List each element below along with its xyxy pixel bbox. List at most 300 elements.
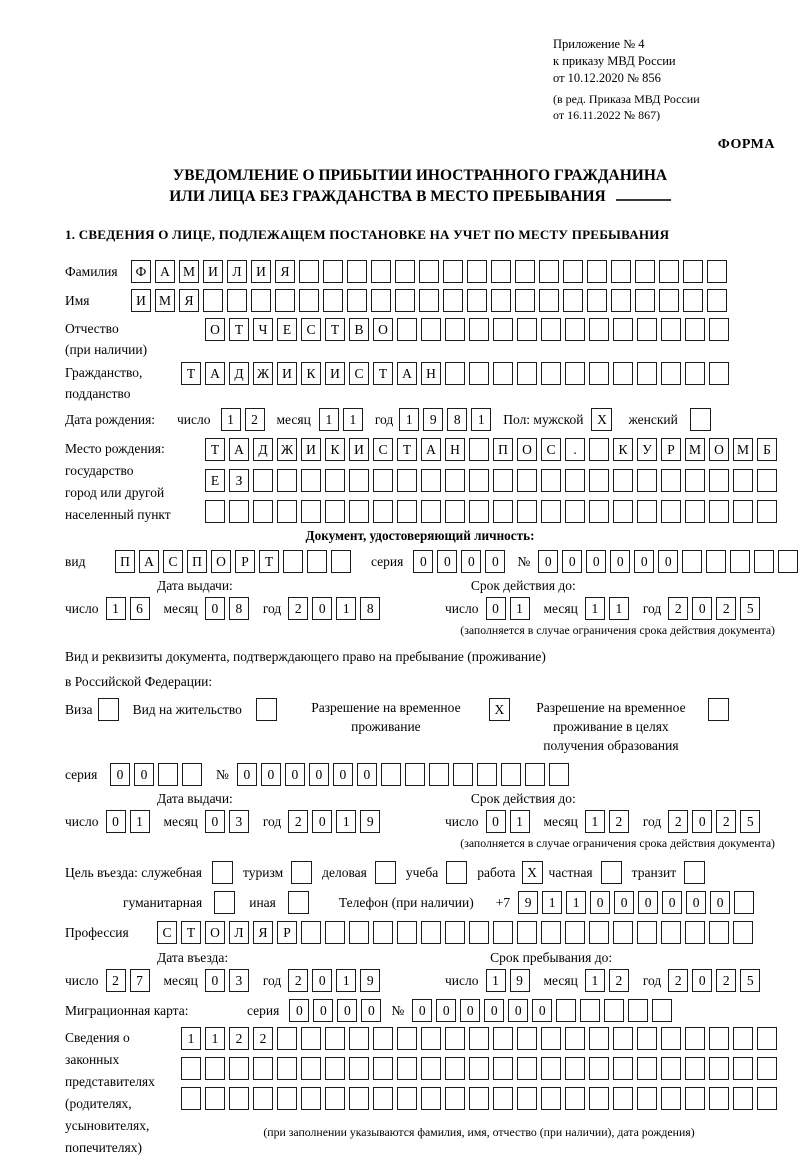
form-cell[interactable] xyxy=(299,260,319,283)
form-cell[interactable] xyxy=(517,1057,537,1080)
form-cell[interactable]: Н xyxy=(421,362,441,385)
form-cell[interactable]: 0 xyxy=(538,550,558,573)
form-cell[interactable] xyxy=(589,469,609,492)
form-cell[interactable]: 2 xyxy=(609,969,629,992)
form-cell[interactable]: 0 xyxy=(312,810,332,833)
permit-issue-day[interactable] xyxy=(106,810,150,833)
form-cell[interactable] xyxy=(469,469,489,492)
form-cell[interactable] xyxy=(709,318,729,341)
form-cell[interactable] xyxy=(301,921,321,944)
form-cell[interactable] xyxy=(589,362,609,385)
form-cell[interactable]: 3 xyxy=(229,969,249,992)
permit-issue-month[interactable] xyxy=(205,810,249,833)
migration-number-field[interactable] xyxy=(412,999,672,1022)
form-cell[interactable] xyxy=(277,469,297,492)
form-cell[interactable] xyxy=(541,318,561,341)
form-cell[interactable]: 0 xyxy=(485,550,505,573)
form-cell[interactable] xyxy=(661,469,681,492)
form-cell[interactable] xyxy=(706,550,726,573)
form-cell[interactable]: Р xyxy=(277,921,297,944)
form-cell[interactable]: 3 xyxy=(229,810,249,833)
form-cell[interactable] xyxy=(637,362,657,385)
form-cell[interactable] xyxy=(421,1057,441,1080)
form-cell[interactable] xyxy=(556,999,576,1022)
form-cell[interactable] xyxy=(565,469,585,492)
form-cell[interactable] xyxy=(685,1027,705,1050)
permit-issue-year[interactable] xyxy=(288,810,380,833)
form-cell[interactable] xyxy=(397,318,417,341)
form-cell[interactable] xyxy=(347,260,367,283)
form-cell[interactable]: 1 xyxy=(510,810,530,833)
form-cell[interactable] xyxy=(709,921,729,944)
form-cell[interactable] xyxy=(299,289,319,312)
form-cell[interactable]: А xyxy=(397,362,417,385)
form-cell[interactable]: Т xyxy=(229,318,249,341)
form-cell[interactable]: 2 xyxy=(668,597,688,620)
form-cell[interactable]: Ж xyxy=(253,362,273,385)
form-cell[interactable] xyxy=(325,469,345,492)
form-cell[interactable] xyxy=(205,1057,225,1080)
form-cell[interactable]: Я xyxy=(253,921,273,944)
form-cell[interactable] xyxy=(419,260,439,283)
form-cell[interactable] xyxy=(251,289,271,312)
form-cell[interactable]: К xyxy=(301,362,321,385)
form-cell[interactable] xyxy=(493,921,513,944)
form-cell[interactable]: 0 xyxy=(309,763,329,786)
form-cell[interactable]: 0 xyxy=(261,763,281,786)
form-cell[interactable] xyxy=(541,469,561,492)
form-cell[interactable]: 0 xyxy=(437,550,457,573)
form-cell[interactable]: 0 xyxy=(412,999,432,1022)
permit-number-field[interactable] xyxy=(237,763,569,786)
form-cell[interactable] xyxy=(421,1027,441,1050)
form-cell[interactable]: 5 xyxy=(740,597,760,620)
form-cell[interactable] xyxy=(517,1087,537,1110)
form-cell[interactable] xyxy=(589,438,609,461)
form-cell[interactable] xyxy=(349,500,369,523)
form-cell[interactable] xyxy=(301,469,321,492)
form-cell[interactable]: 2 xyxy=(288,969,308,992)
form-cell[interactable] xyxy=(158,763,178,786)
form-cell[interactable]: К xyxy=(325,438,345,461)
form-cell[interactable] xyxy=(469,362,489,385)
form-cell[interactable] xyxy=(469,1027,489,1050)
form-cell[interactable]: 8 xyxy=(360,597,380,620)
form-cell[interactable] xyxy=(613,1057,633,1080)
form-cell[interactable]: Т xyxy=(181,362,201,385)
form-cell[interactable] xyxy=(733,1087,753,1110)
form-cell[interactable] xyxy=(517,469,537,492)
form-cell[interactable] xyxy=(349,1027,369,1050)
form-cell[interactable]: 5 xyxy=(740,969,760,992)
form-cell[interactable]: 1 xyxy=(486,969,506,992)
birth-year-field[interactable] xyxy=(399,408,491,431)
form-cell[interactable] xyxy=(613,362,633,385)
form-cell[interactable] xyxy=(685,1057,705,1080)
form-cell[interactable] xyxy=(181,1057,201,1080)
purpose-service-checkbox[interactable] xyxy=(212,861,233,884)
form-cell[interactable] xyxy=(565,318,585,341)
form-cell[interactable]: 0 xyxy=(484,999,504,1022)
form-cell[interactable] xyxy=(203,289,223,312)
form-cell[interactable] xyxy=(589,1027,609,1050)
form-cell[interactable]: Б xyxy=(757,438,777,461)
form-cell[interactable]: 0 xyxy=(460,999,480,1022)
migration-series-field[interactable] xyxy=(289,999,381,1022)
form-cell[interactable] xyxy=(730,550,750,573)
form-cell[interactable] xyxy=(565,921,585,944)
form-cell[interactable] xyxy=(467,289,487,312)
doc-valid-day[interactable] xyxy=(486,597,530,620)
form-cell[interactable]: З xyxy=(229,469,249,492)
form-cell[interactable] xyxy=(373,1057,393,1080)
form-cell[interactable] xyxy=(467,260,487,283)
form-cell[interactable]: А xyxy=(205,362,225,385)
form-cell[interactable] xyxy=(325,1057,345,1080)
form-cell[interactable] xyxy=(493,1027,513,1050)
purpose-other-checkbox[interactable] xyxy=(288,891,309,914)
form-cell[interactable] xyxy=(754,550,774,573)
form-cell[interactable] xyxy=(637,1057,657,1080)
form-cell[interactable] xyxy=(589,1087,609,1110)
purpose-business-checkbox[interactable] xyxy=(375,861,396,884)
form-cell[interactable] xyxy=(253,500,273,523)
form-cell[interactable]: 0 xyxy=(614,891,634,914)
form-cell[interactable] xyxy=(253,469,273,492)
form-cell[interactable] xyxy=(301,1057,321,1080)
form-cell[interactable] xyxy=(613,500,633,523)
form-cell[interactable] xyxy=(275,289,295,312)
form-cell[interactable]: И xyxy=(203,260,223,283)
form-cell[interactable] xyxy=(469,318,489,341)
doc-number-field[interactable] xyxy=(538,550,798,573)
form-cell[interactable] xyxy=(661,1027,681,1050)
form-cell[interactable]: П xyxy=(115,550,135,573)
form-cell[interactable]: 2 xyxy=(106,969,126,992)
representatives-row2[interactable] xyxy=(181,1057,777,1080)
form-cell[interactable]: 0 xyxy=(586,550,606,573)
form-cell[interactable] xyxy=(589,921,609,944)
permit-series-field[interactable] xyxy=(110,763,202,786)
form-cell[interactable]: У xyxy=(637,438,657,461)
form-cell[interactable] xyxy=(443,289,463,312)
form-cell[interactable] xyxy=(685,318,705,341)
form-cell[interactable]: 6 xyxy=(130,597,150,620)
form-cell[interactable] xyxy=(477,763,497,786)
form-cell[interactable] xyxy=(515,260,535,283)
form-cell[interactable]: 0 xyxy=(686,891,706,914)
form-cell[interactable] xyxy=(652,999,672,1022)
form-cell[interactable]: 0 xyxy=(486,810,506,833)
form-cell[interactable] xyxy=(565,362,585,385)
form-cell[interactable] xyxy=(541,362,561,385)
form-cell[interactable] xyxy=(541,1057,561,1080)
form-cell[interactable] xyxy=(709,362,729,385)
form-cell[interactable]: 0 xyxy=(413,550,433,573)
form-cell[interactable]: Е xyxy=(205,469,225,492)
form-cell[interactable] xyxy=(501,763,521,786)
form-cell[interactable] xyxy=(469,438,489,461)
form-cell[interactable] xyxy=(517,318,537,341)
form-cell[interactable] xyxy=(421,1087,441,1110)
form-cell[interactable] xyxy=(349,921,369,944)
form-cell[interactable]: Л xyxy=(229,921,249,944)
form-cell[interactable]: 2 xyxy=(253,1027,273,1050)
form-cell[interactable]: С xyxy=(157,921,177,944)
form-cell[interactable]: И xyxy=(325,362,345,385)
form-cell[interactable]: Д xyxy=(229,362,249,385)
form-cell[interactable] xyxy=(491,289,511,312)
form-cell[interactable]: 1 xyxy=(609,597,629,620)
form-cell[interactable] xyxy=(349,1057,369,1080)
form-cell[interactable] xyxy=(733,469,753,492)
form-cell[interactable]: 0 xyxy=(692,597,712,620)
doc-issue-year[interactable] xyxy=(288,597,380,620)
form-cell[interactable]: И xyxy=(277,362,297,385)
edu-permit-checkbox[interactable] xyxy=(708,698,729,721)
form-cell[interactable] xyxy=(683,289,703,312)
form-cell[interactable] xyxy=(589,500,609,523)
form-cell[interactable]: Р xyxy=(661,438,681,461)
form-cell[interactable] xyxy=(611,260,631,283)
form-cell[interactable]: А xyxy=(155,260,175,283)
form-cell[interactable] xyxy=(541,1027,561,1050)
form-cell[interactable]: 0 xyxy=(110,763,130,786)
permit-valid-day[interactable] xyxy=(486,810,530,833)
form-cell[interactable] xyxy=(565,1087,585,1110)
form-cell[interactable]: 9 xyxy=(360,969,380,992)
form-cell[interactable]: 0 xyxy=(337,999,357,1022)
form-cell[interactable]: 0 xyxy=(333,763,353,786)
form-cell[interactable]: 1 xyxy=(221,408,241,431)
representatives-row3[interactable] xyxy=(181,1087,777,1110)
form-cell[interactable] xyxy=(757,469,777,492)
form-cell[interactable] xyxy=(445,1057,465,1080)
form-cell[interactable]: М xyxy=(155,289,175,312)
form-cell[interactable] xyxy=(685,362,705,385)
form-cell[interactable] xyxy=(525,763,545,786)
form-cell[interactable] xyxy=(683,260,703,283)
form-cell[interactable] xyxy=(491,260,511,283)
form-cell[interactable]: А xyxy=(139,550,159,573)
representatives-row1[interactable] xyxy=(181,1027,777,1050)
form-cell[interactable] xyxy=(659,289,679,312)
form-cell[interactable]: 1 xyxy=(399,408,419,431)
residence-permit-checkbox[interactable] xyxy=(256,698,277,721)
form-cell[interactable] xyxy=(685,500,705,523)
form-cell[interactable] xyxy=(635,260,655,283)
permit-valid-year[interactable] xyxy=(668,810,760,833)
form-cell[interactable]: П xyxy=(493,438,513,461)
entry-year[interactable] xyxy=(288,969,380,992)
form-cell[interactable]: 5 xyxy=(740,810,760,833)
doc-valid-year[interactable] xyxy=(668,597,760,620)
form-cell[interactable] xyxy=(469,500,489,523)
purpose-transit-checkbox[interactable] xyxy=(684,861,705,884)
form-cell[interactable] xyxy=(469,921,489,944)
form-cell[interactable] xyxy=(443,260,463,283)
form-cell[interactable]: 0 xyxy=(205,597,225,620)
form-cell[interactable]: Т xyxy=(373,362,393,385)
form-cell[interactable]: Л xyxy=(227,260,247,283)
form-cell[interactable] xyxy=(635,289,655,312)
form-cell[interactable]: А xyxy=(421,438,441,461)
form-cell[interactable]: 0 xyxy=(610,550,630,573)
form-cell[interactable]: О xyxy=(205,318,225,341)
form-cell[interactable]: Т xyxy=(259,550,279,573)
form-cell[interactable]: М xyxy=(685,438,705,461)
form-cell[interactable] xyxy=(757,1057,777,1080)
form-cell[interactable] xyxy=(757,1087,777,1110)
form-cell[interactable] xyxy=(182,763,202,786)
form-cell[interactable] xyxy=(685,1087,705,1110)
form-cell[interactable]: О xyxy=(709,438,729,461)
form-cell[interactable] xyxy=(589,1057,609,1080)
form-cell[interactable]: 0 xyxy=(658,550,678,573)
form-cell[interactable] xyxy=(517,1027,537,1050)
form-cell[interactable]: 1 xyxy=(585,969,605,992)
doc-type-field[interactable] xyxy=(115,550,351,573)
form-cell[interactable]: 1 xyxy=(336,597,356,620)
form-cell[interactable]: М xyxy=(733,438,753,461)
form-cell[interactable]: 1 xyxy=(585,810,605,833)
form-cell[interactable]: 1 xyxy=(471,408,491,431)
form-cell[interactable] xyxy=(707,289,727,312)
temp-permit-checkbox[interactable]: X xyxy=(489,698,510,721)
form-cell[interactable] xyxy=(429,763,449,786)
form-cell[interactable]: С xyxy=(373,438,393,461)
form-cell[interactable]: 0 xyxy=(692,969,712,992)
male-checkbox[interactable]: X xyxy=(591,408,612,431)
form-cell[interactable]: 8 xyxy=(447,408,467,431)
birth-place-row2[interactable] xyxy=(205,469,777,492)
doc-valid-month[interactable] xyxy=(585,597,629,620)
birth-place-row1[interactable] xyxy=(205,438,777,461)
form-cell[interactable] xyxy=(661,1057,681,1080)
form-cell[interactable] xyxy=(637,500,657,523)
form-cell[interactable] xyxy=(397,469,417,492)
form-cell[interactable]: 1 xyxy=(510,597,530,620)
form-cell[interactable] xyxy=(517,921,537,944)
form-cell[interactable] xyxy=(515,289,535,312)
form-cell[interactable] xyxy=(395,260,415,283)
form-cell[interactable]: 0 xyxy=(486,597,506,620)
form-cell[interactable] xyxy=(587,289,607,312)
form-cell[interactable] xyxy=(733,1027,753,1050)
form-cell[interactable]: Я xyxy=(275,260,295,283)
entry-day[interactable] xyxy=(106,969,150,992)
form-cell[interactable]: И xyxy=(301,438,321,461)
form-cell[interactable]: Т xyxy=(181,921,201,944)
form-cell[interactable]: 0 xyxy=(508,999,528,1022)
doc-series-field[interactable] xyxy=(413,550,505,573)
form-cell[interactable]: 1 xyxy=(181,1027,201,1050)
form-cell[interactable] xyxy=(445,469,465,492)
form-cell[interactable] xyxy=(659,260,679,283)
form-cell[interactable] xyxy=(661,1087,681,1110)
form-cell[interactable]: О xyxy=(373,318,393,341)
form-cell[interactable] xyxy=(395,289,415,312)
doc-issue-month[interactable] xyxy=(205,597,249,620)
form-cell[interactable]: 0 xyxy=(205,810,225,833)
form-cell[interactable]: 1 xyxy=(106,597,126,620)
form-cell[interactable]: Н xyxy=(445,438,465,461)
form-cell[interactable]: И xyxy=(131,289,151,312)
form-cell[interactable] xyxy=(613,1087,633,1110)
form-cell[interactable] xyxy=(205,500,225,523)
form-cell[interactable]: Е xyxy=(277,318,297,341)
form-cell[interactable]: 0 xyxy=(634,550,654,573)
form-cell[interactable] xyxy=(541,921,561,944)
form-cell[interactable] xyxy=(563,260,583,283)
form-cell[interactable] xyxy=(445,500,465,523)
form-cell[interactable]: 7 xyxy=(130,969,150,992)
form-cell[interactable] xyxy=(421,318,441,341)
form-cell[interactable] xyxy=(493,1057,513,1080)
form-cell[interactable]: Р xyxy=(235,550,255,573)
form-cell[interactable] xyxy=(709,500,729,523)
form-cell[interactable] xyxy=(371,260,391,283)
form-cell[interactable] xyxy=(373,500,393,523)
form-cell[interactable] xyxy=(613,318,633,341)
form-cell[interactable]: 1 xyxy=(336,969,356,992)
form-cell[interactable] xyxy=(733,1057,753,1080)
form-cell[interactable] xyxy=(405,763,425,786)
form-cell[interactable] xyxy=(307,550,327,573)
form-cell[interactable] xyxy=(229,1057,249,1080)
form-cell[interactable] xyxy=(637,1087,657,1110)
form-cell[interactable]: С xyxy=(541,438,561,461)
form-cell[interactable]: 0 xyxy=(312,597,332,620)
form-cell[interactable]: П xyxy=(187,550,207,573)
form-cell[interactable]: О xyxy=(205,921,225,944)
form-cell[interactable] xyxy=(229,1087,249,1110)
form-cell[interactable] xyxy=(541,1087,561,1110)
form-cell[interactable] xyxy=(661,500,681,523)
form-cell[interactable] xyxy=(685,921,705,944)
form-cell[interactable] xyxy=(205,1087,225,1110)
form-cell[interactable]: Т xyxy=(205,438,225,461)
form-cell[interactable]: 2 xyxy=(668,969,688,992)
form-cell[interactable] xyxy=(227,289,247,312)
form-cell[interactable]: 2 xyxy=(668,810,688,833)
form-cell[interactable] xyxy=(611,289,631,312)
birth-day-field[interactable] xyxy=(221,408,265,431)
phone-field[interactable] xyxy=(518,891,754,914)
form-cell[interactable] xyxy=(589,318,609,341)
form-cell[interactable] xyxy=(685,469,705,492)
form-cell[interactable] xyxy=(349,469,369,492)
form-cell[interactable]: 0 xyxy=(312,969,332,992)
form-cell[interactable] xyxy=(445,318,465,341)
permit-valid-month[interactable] xyxy=(585,810,629,833)
form-cell[interactable] xyxy=(707,260,727,283)
form-cell[interactable]: . xyxy=(565,438,585,461)
form-cell[interactable] xyxy=(371,289,391,312)
form-cell[interactable]: 1 xyxy=(205,1027,225,1050)
form-cell[interactable]: 2 xyxy=(288,810,308,833)
purpose-private-checkbox[interactable] xyxy=(601,861,622,884)
form-cell[interactable] xyxy=(709,469,729,492)
form-cell[interactable]: А xyxy=(229,438,249,461)
form-cell[interactable]: 0 xyxy=(285,763,305,786)
female-checkbox[interactable] xyxy=(690,408,711,431)
form-cell[interactable]: 1 xyxy=(542,891,562,914)
form-cell[interactable] xyxy=(709,1027,729,1050)
form-cell[interactable] xyxy=(637,921,657,944)
form-cell[interactable] xyxy=(349,1087,369,1110)
form-cell[interactable]: Ж xyxy=(277,438,297,461)
